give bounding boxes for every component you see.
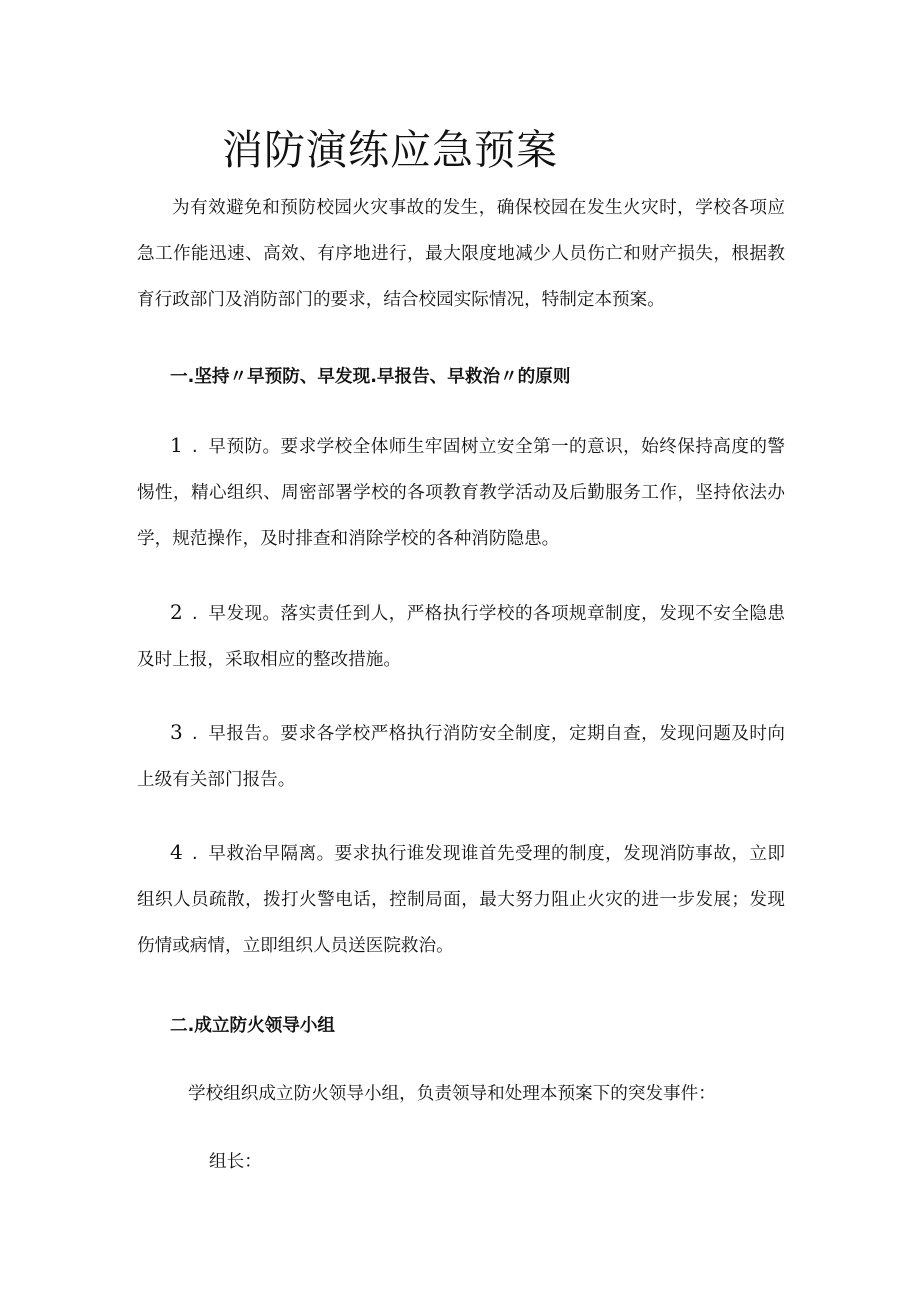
section-1-heading: 一.坚持〃早预防、早发现.早报告、早救治〃的原则 [170, 367, 571, 387]
item-separator: . [192, 724, 198, 744]
principle-item-1 [137, 422, 785, 562]
principle-item-2 [137, 589, 785, 683]
item-text: 早报告。要求各学校严格执行消防安全制度，定期自查，发现问题及时向上级有关部门报告。 [137, 724, 785, 790]
document-title: 消防演练应急预案 [222, 126, 558, 174]
principle-item-3 [137, 709, 785, 803]
item-separator: . [192, 437, 198, 457]
item-number: 1 [170, 433, 183, 457]
item-text: 早救治早隔离。要求执行谁发现谁首先受理的制度，发现消防事故，立即组织人员疏散，拨打火警电话，控制局面，最大努力阻止火灾的进一步发展；发现伤情或病情，立即组织人员送医院救治。 [137, 844, 785, 956]
section-2-heading: 二.成立防火领导小组 [170, 1016, 336, 1036]
item-text: 早预防。要求学校全体师生牢固树立安全第一的意识，始终保持高度的警惕性，精心组织、周密部署学校的各项教育教学活动及后勤服务工作，坚持依法办学，规范操作，及时排查和消除学校的各种消防隐患。 [137, 437, 785, 549]
group-leader-label: 组长： [209, 1152, 262, 1172]
item-number: 2 [170, 600, 183, 624]
principle-item-4 [137, 829, 785, 969]
item-separator: . [192, 844, 198, 864]
item-number: 3 [170, 720, 183, 744]
item-separator: . [192, 604, 198, 624]
section-2-body: 学校组织成立防火领导小组，负责领导和处理本预案下的突发事件： [188, 1084, 716, 1104]
item-number: 4 [170, 840, 183, 864]
item-text: 早发现。落实责任到人，严格执行学校的各项规章制度，发现不安全隐患及时上报，采取相应的整改措施。 [137, 604, 785, 670]
intro-paragraph: 为有效避免和预防校园火灾事故的发生，确保校园在发生火灾时，学校各项应急工作能迅速、高效、有序地进行，最大限度地减少人员伤亡和财产损失，根据教育行政部门及消防部门的要求，结合校园实际情况，特制定本预案。 [137, 198, 785, 310]
